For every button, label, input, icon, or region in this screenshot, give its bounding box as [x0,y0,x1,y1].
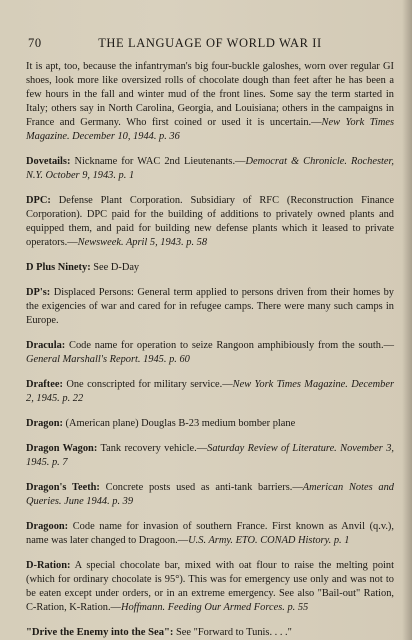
entry-dragoon [26,520,394,548]
entry-source: American Notes and Queries. June 1944. p. 39 [26,482,394,507]
page-header [26,30,394,52]
entry-term: Dracula: [26,340,66,351]
entry-term: D Plus Ninety: [26,262,91,273]
entry-definition: See D-Day [90,262,140,273]
entry-term: Dragon Wagon: [26,443,98,454]
entry-source: U.S. Army. ETO. CONAD History. p. 1 [188,535,350,546]
entry-definition: A special chocolate bar, mixed with oat flour to raise the melting point (which for ordinary chocolate is 95°). This was for emergency use only and was not to be eaten except under orders, or in an extreme emergency. See also "Bail-out" Ration, C-Ration, K-Ration.— [26,560,394,613]
entry-term: Dragoon: [26,521,69,532]
entry-d-plus-ninety [26,261,394,275]
entry-definition: Concrete posts used as anti-tank barriers.— [99,482,303,493]
entry-term: Dragon: [26,418,63,429]
entry-definition: Nickname for WAC 2nd Lieutenants.— [70,156,246,167]
intro-text: It is apt, too, because the infantryman's big four-buckle galoshes, worn over regular GI shoes, look more like oversized rolls of chocolate dough than feet after he has been a few hours in the fall and winter mud of the front lines. Some say the term started in Italy; others say in North Carolina, Georgia, and Louisiana; others in the campaigns in France and Germany. Who first coined or used it is uncertain.— [26,61,394,128]
entry-term: D-Ration: [26,560,71,571]
entry-definition: See "Forward to Tunis. . . ." [173,627,292,638]
entry-source: Democrat & Chronicle. Rochester, N.Y. October 9, 1943. p. 1 [26,156,394,181]
page-body [26,60,394,640]
entry-dovetails [26,155,394,183]
entry-source: Hoffmann. Feeding Our Armed Forces. p. 55 [120,602,309,613]
entry-definition: Defense Plant Corporation. Subsidiary of RFC (Reconstruction Finance Corporation). DPC paid for the building of additions to privately owned plants and equipped them, and paid for building new defense plants which it leased to private operators.— [26,195,394,248]
entry-term: "Drive the Enemy into the Sea": [26,627,174,638]
entry-dpc [26,194,394,250]
entry-term: Dragon's Teeth: [26,482,100,493]
entry-term: DP's: [26,287,51,298]
entry-definition: One conscripted for military service.— [62,379,233,390]
entry-term: Dovetails: [26,156,71,167]
entry-source: Newsweek. April 5, 1943. p. 58 [77,237,208,248]
entry-definition: Code name for operation to seize Rangoon amphibiously from the south.— [65,340,394,351]
entry-draftee [26,378,394,406]
running-head: THE LANGUAGE OF WORLD WAR II [98,36,322,50]
entry-definition: Tank recovery vehicle.— [97,443,208,454]
page-number: 70 [28,36,42,50]
entry-definition: (American plane) Douglas B-23 medium bomber plane [62,418,296,429]
entry-source: Saturday Review of Literature. November 3, 1945. p. 7 [26,443,394,468]
entry-dracula [26,339,394,367]
entry-term: DPC: [26,195,51,206]
entry-definition: Code name for invasion of southern France. First known as Anvil (q.v.), name was later changed to Dragoon.— [26,521,394,546]
entry-dragon-wagon [26,442,394,470]
entry-source: General Marshall's Report. 1945. p. 60 [26,354,190,365]
entry-definition: Displaced Persons: General term applied to persons driven from their homes by the exigencies of war and cared for in refugee camps. There were many such camps in Europe. [26,287,394,326]
entry-dragons-teeth [26,481,394,509]
intro-source: New York Times Magazine. December 10, 1944. p. 36 [26,117,394,142]
entry-source: New York Times Magazine. December 2, 1945. p. 22 [26,379,395,404]
entry-drive-the-enemy [26,626,394,640]
intro-paragraph [26,60,394,144]
page-edge-shadow [402,0,412,640]
entry-dps [26,286,394,328]
entry-d-ration [26,559,394,615]
entry-term: Draftee: [26,379,63,390]
entry-dragon [26,417,394,431]
